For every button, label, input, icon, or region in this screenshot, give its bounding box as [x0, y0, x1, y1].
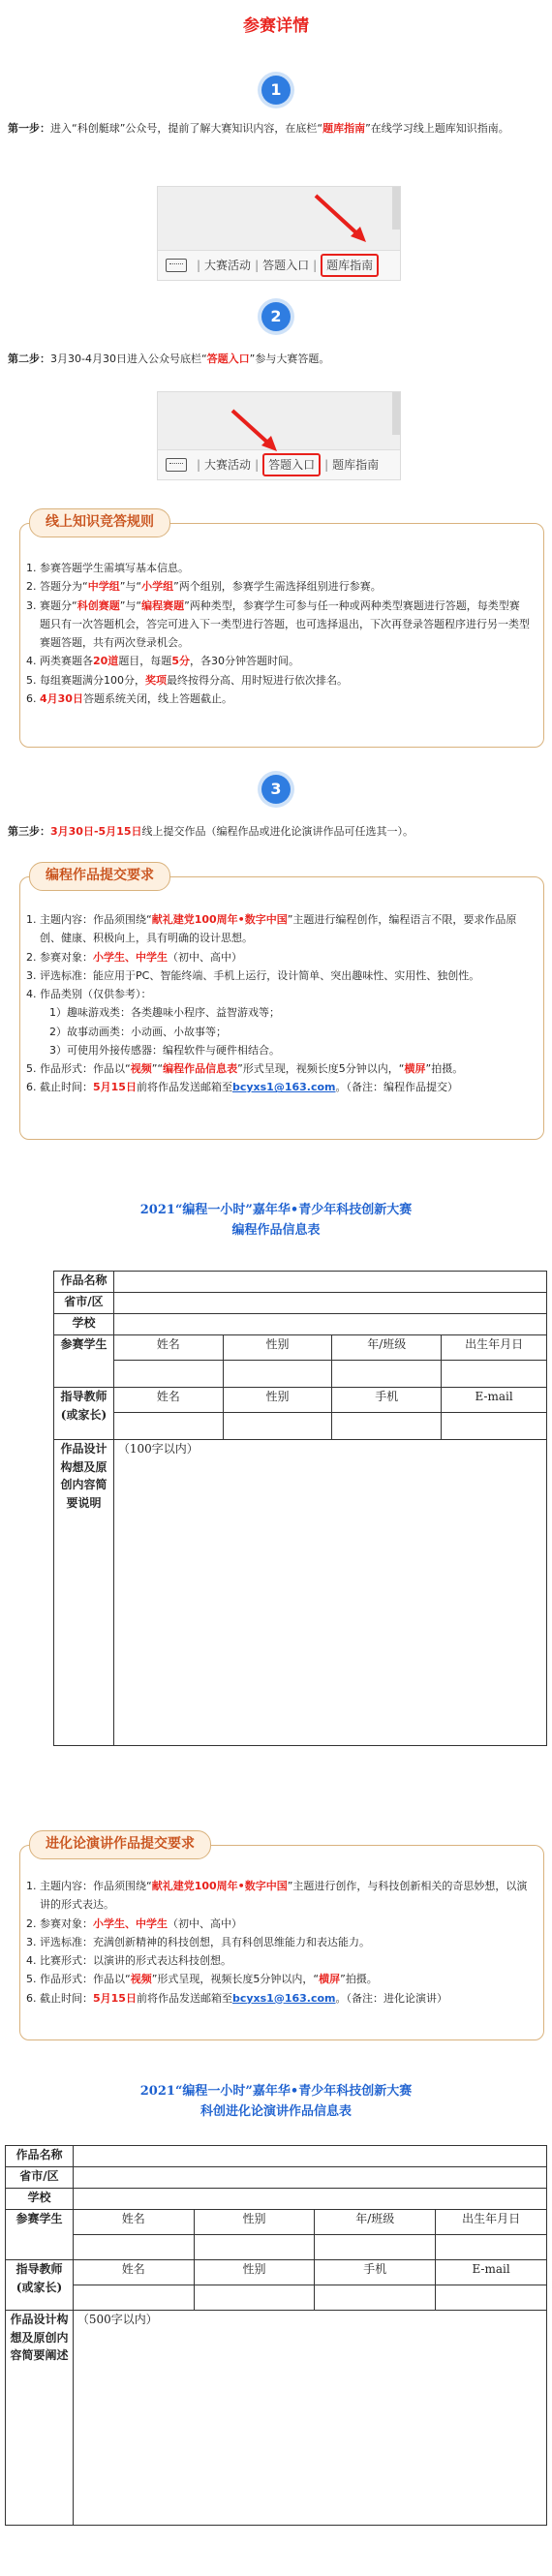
col-header: 姓名: [73, 2260, 194, 2285]
col-header: E-mail: [436, 2260, 547, 2285]
student-name-field[interactable]: [113, 1361, 223, 1388]
speech-req-4: 4. 比赛形式：以演讲的形式表达科技创想。: [40, 1951, 530, 1970]
coding-req-6: 6. 截止时间：5月15日前将作品发送邮箱至bcyxs1@163.com。（备注：编程作品提交）: [40, 1078, 530, 1096]
col-header: 性别: [194, 2210, 315, 2235]
page-title: 参赛详情: [243, 16, 309, 36]
quiz-rule-4: 4. 两类赛题各20道题目，每题5分，各30分钟答题时间。: [40, 652, 530, 670]
form-label: 省市/区: [6, 2167, 74, 2189]
speech-requirements-tab: 进化论演讲作品提交要求: [29, 1830, 211, 1859]
quiz-rule-3: 3. 赛题分“科创赛题”与“编程赛题”两种类型，参赛学生可参与任一种或两种类型赛题进行答题，每类型赛题只有一次答题机会，答完可进入下一类型进行答题，也可选择退出，下次再登录答题程序进行另一类型赛题答题，共有两次登录机会。: [40, 597, 530, 653]
teacher-gender-field[interactable]: [194, 2285, 315, 2311]
step-1-text: 第一步：进入“科创艇球”公众号，提前了解大赛知识内容，在底栏“题库指南”在线学习线上题库知识指南。: [8, 122, 509, 135]
speech-req-3: 3. 评选标准：充满创新精神的科技创想，具有科创思维能力和表达能力。: [40, 1933, 530, 1951]
step-2-text: 第二步：3月30-4月30日进入公众号底栏“答题入口”参与大赛答题。: [8, 353, 330, 365]
step-3-text: 第三步：3月30日-5月15日线上提交作品（编程作品或进化论演讲作品可任选其一）。: [8, 825, 414, 838]
keyboard-icon: [166, 259, 187, 272]
menu-item-guide[interactable]: 题库指南: [332, 457, 380, 472]
student-gender-field[interactable]: [223, 1361, 332, 1388]
form-label: 学校: [6, 2189, 74, 2210]
city-field[interactable]: [113, 1293, 546, 1314]
teacher-name-field[interactable]: [113, 1413, 223, 1440]
form-label: 参赛学生: [54, 1335, 114, 1388]
col-header: 年/班级: [332, 1335, 442, 1361]
student-gender-field[interactable]: [194, 2235, 315, 2260]
design-description-field[interactable]: （500字以内）: [73, 2311, 546, 2526]
col-header: 手机: [332, 1388, 442, 1413]
student-birth-field[interactable]: [436, 2235, 547, 2260]
coding-form-title: 2021“编程一小时”嘉年华•青少年科技创新大赛 编程作品信息表: [139, 1203, 413, 1238]
teacher-name-field[interactable]: [73, 2285, 194, 2311]
teacher-phone-field[interactable]: [332, 1413, 442, 1440]
teacher-email-field[interactable]: [436, 2285, 547, 2311]
school-field[interactable]: [73, 2189, 546, 2210]
speech-info-form: [5, 2145, 547, 2526]
city-field[interactable]: [73, 2167, 546, 2189]
teacher-email-field[interactable]: [442, 1413, 547, 1440]
menu-item-contest[interactable]: 大赛活动: [204, 258, 252, 272]
col-header: 性别: [194, 2260, 315, 2285]
wechat-menu-mock-1: | 大赛活动 | 答题入口 | 题库指南: [157, 186, 401, 281]
step-2-badge: 2: [261, 302, 291, 331]
work-name-field[interactable]: [73, 2146, 546, 2167]
quiz-rule-6: 6. 4月30日答题系统关闭，线上答题截止。: [40, 690, 530, 708]
quiz-rule-2: 2. 答题分为“中学组”与“小学组”两个组别，参赛学生需选择组别进行参赛。: [40, 577, 530, 596]
menu-item-answer[interactable]: 答题入口: [262, 453, 321, 477]
col-header: 姓名: [113, 1335, 223, 1361]
form-label: 作品设计构想及原创内容简要阐述: [6, 2311, 74, 2526]
coding-req-3: 3. 评选标准：能应用于PC、智能终端、手机上运行，设计简单、突出趣味性、实用性、独创性。: [40, 966, 530, 985]
quiz-rules-card: [19, 523, 544, 748]
quiz-rule-5: 5. 每组赛题满分100分，奖项最终按得分高、用时短进行依次排名。: [40, 671, 530, 690]
step-3-badge: 3: [261, 775, 291, 804]
student-grade-field[interactable]: [315, 2235, 436, 2260]
form-label: 指导教师(或家长): [54, 1388, 114, 1440]
pointer-arrow-icon: [225, 405, 292, 463]
form-label: 作品名称: [6, 2146, 74, 2167]
menu-item-answer[interactable]: 答题入口: [262, 258, 310, 272]
form-label: 学校: [54, 1314, 114, 1335]
teacher-phone-field[interactable]: [315, 2285, 436, 2311]
wechat-menu-mock-2: | 大赛活动 | 答题入口 | 题库指南: [157, 391, 401, 480]
design-description-field[interactable]: （100字以内）: [113, 1440, 546, 1746]
mock-scrollbar: [392, 187, 400, 230]
speech-req-6: 6. 截止时间：5月15日前将作品发送邮箱至bcyxs1@163.com。（备注：进化论演讲）: [40, 1989, 530, 2008]
col-header: 出生年月日: [436, 2210, 547, 2235]
form-label: 指导教师(或家长): [6, 2260, 74, 2311]
work-name-field[interactable]: [113, 1272, 546, 1293]
coding-req-2: 2. 参赛对象：小学生、中学生（初中、高中）: [40, 948, 530, 966]
col-header: 姓名: [113, 1388, 223, 1413]
step-1-badge: 1: [261, 76, 291, 105]
teacher-gender-field[interactable]: [223, 1413, 332, 1440]
quiz-rules-tab: 线上知识竞答规则: [29, 508, 170, 537]
col-header: E-mail: [442, 1388, 547, 1413]
speech-form-title: 2021“编程一小时”嘉年华•青少年科技创新大赛 科创进化论演讲作品信息表: [139, 2084, 413, 2119]
form-label: 参赛学生: [6, 2210, 74, 2260]
coding-requirements-tab: 编程作品提交要求: [29, 862, 170, 891]
quiz-rule-1: 1. 参赛答题学生需填写基本信息。: [40, 559, 530, 577]
mock-scrollbar: [392, 392, 400, 435]
coding-req-5: 5. 作品形式：作品以“视频”“编程作品信息表”形式呈现，视频长度5分钟以内，“横屏”拍摄。: [40, 1059, 530, 1078]
student-grade-field[interactable]: [332, 1361, 442, 1388]
keyboard-icon: [166, 458, 187, 472]
student-name-field[interactable]: [73, 2235, 194, 2260]
email-link[interactable]: bcyxs1@163.com: [231, 1081, 336, 1094]
col-header: 手机: [315, 2260, 436, 2285]
menu-item-contest[interactable]: 大赛活动: [204, 457, 252, 472]
col-header: 性别: [223, 1335, 332, 1361]
col-header: 年/班级: [315, 2210, 436, 2235]
form-label: 作品名称: [54, 1272, 114, 1293]
coding-requirements-card: [19, 876, 544, 1140]
pointer-arrow-icon: [308, 190, 376, 248]
col-header: 姓名: [73, 2210, 194, 2235]
speech-req-5: 5. 作品形式：作品以“视频”形式呈现，视频长度5分钟以内，“横屏”拍摄。: [40, 1970, 530, 1988]
form-label: 省市/区: [54, 1293, 114, 1314]
speech-requirements-card: [19, 1845, 544, 2040]
student-birth-field[interactable]: [442, 1361, 547, 1388]
coding-req-1: 1. 主题内容：作品须围绕“献礼建党100周年•数字中国”主题进行编程创作，编程语言不限，要求作品原创、健康、积极向上，具有明确的设计思想。: [40, 910, 530, 948]
school-field[interactable]: [113, 1314, 546, 1335]
speech-req-2: 2. 参赛对象：小学生、中学生（初中、高中）: [40, 1915, 530, 1933]
speech-req-1: 1. 主题内容：作品须围绕“献礼建党100周年•数字中国”主题进行创作，与科技创新相关的奇思妙想，以演讲的形式表达。: [40, 1877, 530, 1915]
coding-req-4: 4. 作品类别（仅供参考）： 1）趣味游戏类：各类趣味小程序、益智游戏等； 2）故事动画类：小动画、小故事等； 3）可使用外接传感器：编程软件与硬件相结合。: [40, 985, 530, 1059]
col-header: 性别: [223, 1388, 332, 1413]
email-link[interactable]: bcyxs1@163.com: [231, 1991, 336, 2005]
col-header: 出生年月日: [442, 1335, 547, 1361]
coding-info-form: [53, 1271, 547, 1746]
form-label: 作品设计构想及原创内容简要说明: [54, 1440, 114, 1746]
menu-item-guide[interactable]: 题库指南: [321, 254, 379, 278]
